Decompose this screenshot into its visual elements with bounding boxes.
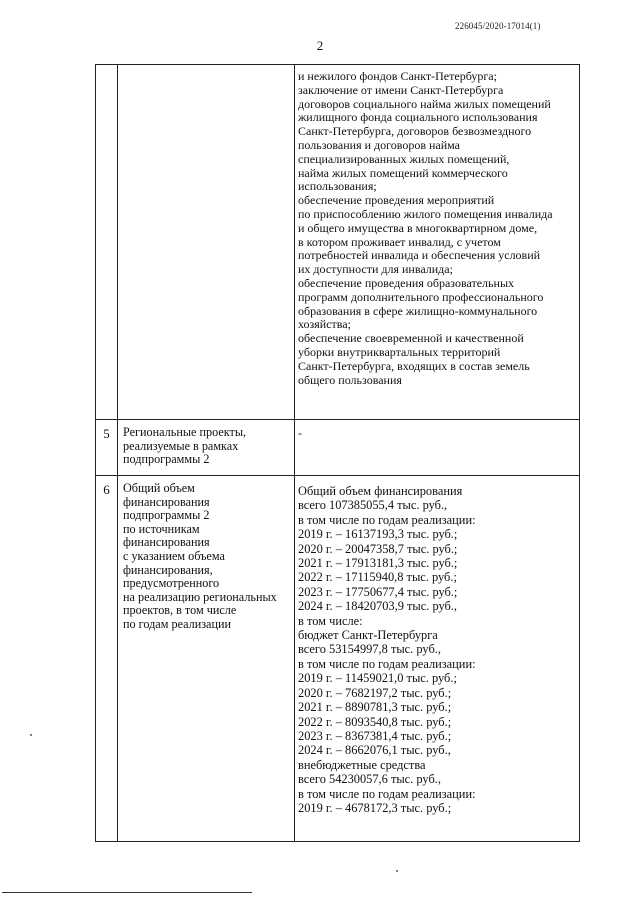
row-content-cell bbox=[295, 476, 580, 842]
text-line: специализированных жилых помещений, bbox=[298, 151, 510, 166]
scan-artifact-line bbox=[2, 892, 252, 893]
document-number: 226045/2020-17014(1) bbox=[455, 21, 541, 31]
row-number-cell bbox=[96, 65, 118, 420]
text-line: Санкт-Петербурга, договоров безвозмездного bbox=[298, 124, 532, 139]
text-line: 2024 г. – 8662076,1 тыс. руб., bbox=[298, 743, 451, 758]
text-line: по приспособлению жилого помещения инвалида bbox=[298, 206, 553, 221]
text-line: всего 107385055,4 тыс. руб., bbox=[298, 498, 448, 513]
table-row bbox=[96, 476, 580, 842]
text-line: обеспечение своевременной и качественной bbox=[298, 331, 524, 346]
text-line: образования в сфере жилищно-коммунального bbox=[298, 303, 538, 318]
row-label-cell bbox=[118, 420, 295, 476]
row-number-cell: 5 bbox=[96, 420, 118, 476]
text-line: использования; bbox=[298, 179, 377, 194]
text-line: и общего имущества в многоквартирном доме, bbox=[298, 220, 538, 235]
text-line: подпрограммы 2 bbox=[123, 508, 210, 523]
text-line: 2019 г. – 11459021,0 тыс. руб.; bbox=[298, 671, 457, 686]
program-table bbox=[95, 64, 580, 842]
text-line: 2021 г. – 17913181,3 тыс. руб.; bbox=[298, 556, 458, 571]
text-line: 2020 г. – 7682197,2 тыс. руб.; bbox=[298, 685, 452, 700]
text-line: 2021 г. – 8890781,3 тыс. руб.; bbox=[298, 700, 452, 715]
text-line: 2022 г. – 8093540,8 тыс. руб.; bbox=[298, 714, 452, 729]
text-line: финансирования bbox=[123, 535, 210, 550]
text-line: 2022 г. – 17115940,8 тыс. руб.; bbox=[298, 570, 457, 585]
text-line: всего 53154997,8 тыс. руб., bbox=[298, 642, 441, 657]
text-line: по источникам bbox=[123, 521, 200, 536]
text-line: на реализацию региональных bbox=[123, 589, 277, 604]
text-line: бюджет Санкт-Петербурга bbox=[298, 628, 438, 643]
text-line: предусмотренного bbox=[123, 576, 220, 591]
text-line: программ дополнительного профессионального bbox=[298, 289, 544, 304]
text-line: 2023 г. – 17750677,4 тыс. руб.; bbox=[298, 584, 458, 599]
text-line: Общий объем bbox=[123, 481, 195, 495]
text-line: в том числе: bbox=[298, 613, 363, 628]
text-line: проектов, в том числе bbox=[123, 603, 237, 618]
text-line: Санкт-Петербурга, входящих в состав земель bbox=[298, 358, 530, 373]
text-line: жилищного фонда социального использования bbox=[298, 110, 538, 125]
text-line: 2019 г. – 4678172,3 тыс. руб.; bbox=[298, 800, 452, 815]
row-content-cell bbox=[295, 420, 580, 476]
text-line: обеспечение проведения образовательных bbox=[298, 275, 514, 290]
text-line: по годам реализации bbox=[123, 616, 232, 631]
row-label-cell bbox=[118, 476, 295, 842]
text-line: найма жилых помещений коммерческого bbox=[298, 165, 508, 180]
text-line: 2024 г. – 18420703,9 тыс. руб., bbox=[298, 599, 458, 614]
scan-speck bbox=[396, 870, 398, 872]
table-row bbox=[96, 65, 580, 420]
text-line: всего 54230057,6 тыс. руб., bbox=[298, 772, 441, 787]
text-line: - bbox=[298, 426, 302, 440]
row-number-cell: 6 bbox=[96, 476, 118, 842]
text-line: обеспечение проведения мероприятий bbox=[298, 193, 495, 208]
text-line: уборки внутриквартальных территорий bbox=[298, 344, 501, 359]
text-line: в том числе по годам реализации: bbox=[298, 656, 476, 671]
table-row bbox=[96, 420, 580, 476]
text-line: 2023 г. – 8367381,4 тыс. руб.; bbox=[298, 728, 452, 743]
scan-speck bbox=[30, 734, 32, 736]
row-label-cell bbox=[118, 65, 295, 420]
text-line: общего пользования bbox=[298, 372, 402, 387]
text-line: подпрограммы 2 bbox=[123, 452, 210, 467]
text-line: внебюджетные средства bbox=[298, 757, 426, 772]
text-line: пользования и договоров найма bbox=[298, 137, 460, 152]
text-line: и нежилого фондов Санкт-Петербурга; bbox=[298, 69, 497, 83]
page-number: 2 bbox=[316, 38, 324, 53]
text-line: финансирования, bbox=[123, 562, 213, 577]
text-line: потребностей инвалида и обеспечения условий bbox=[298, 248, 541, 263]
row-content-cell bbox=[295, 65, 580, 420]
text-line: договоров социального найма жилых помещений bbox=[298, 96, 551, 111]
text-line: реализуемые в рамках bbox=[123, 438, 239, 453]
text-line: их доступности для инвалида; bbox=[298, 262, 453, 277]
text-line: 2020 г. – 20047358,7 тыс. руб.; bbox=[298, 541, 458, 556]
text-line: 2019 г. – 16137193,3 тыс. руб.; bbox=[298, 527, 458, 542]
text-line: хозяйства; bbox=[298, 317, 351, 332]
text-line: Региональные проекты, bbox=[123, 425, 247, 439]
text-line: в котором проживает инвалид, с учетом bbox=[298, 234, 501, 249]
text-line: Общий объем финансирования bbox=[298, 484, 463, 498]
text-line: в том числе по годам реализации: bbox=[298, 786, 476, 801]
text-line: заключение от имени Санкт-Петербурга bbox=[298, 82, 504, 97]
text-line: финансирования bbox=[123, 494, 210, 509]
text-line: в том числе по годам реализации: bbox=[298, 512, 476, 527]
text-line: с указанием объема bbox=[123, 548, 225, 563]
